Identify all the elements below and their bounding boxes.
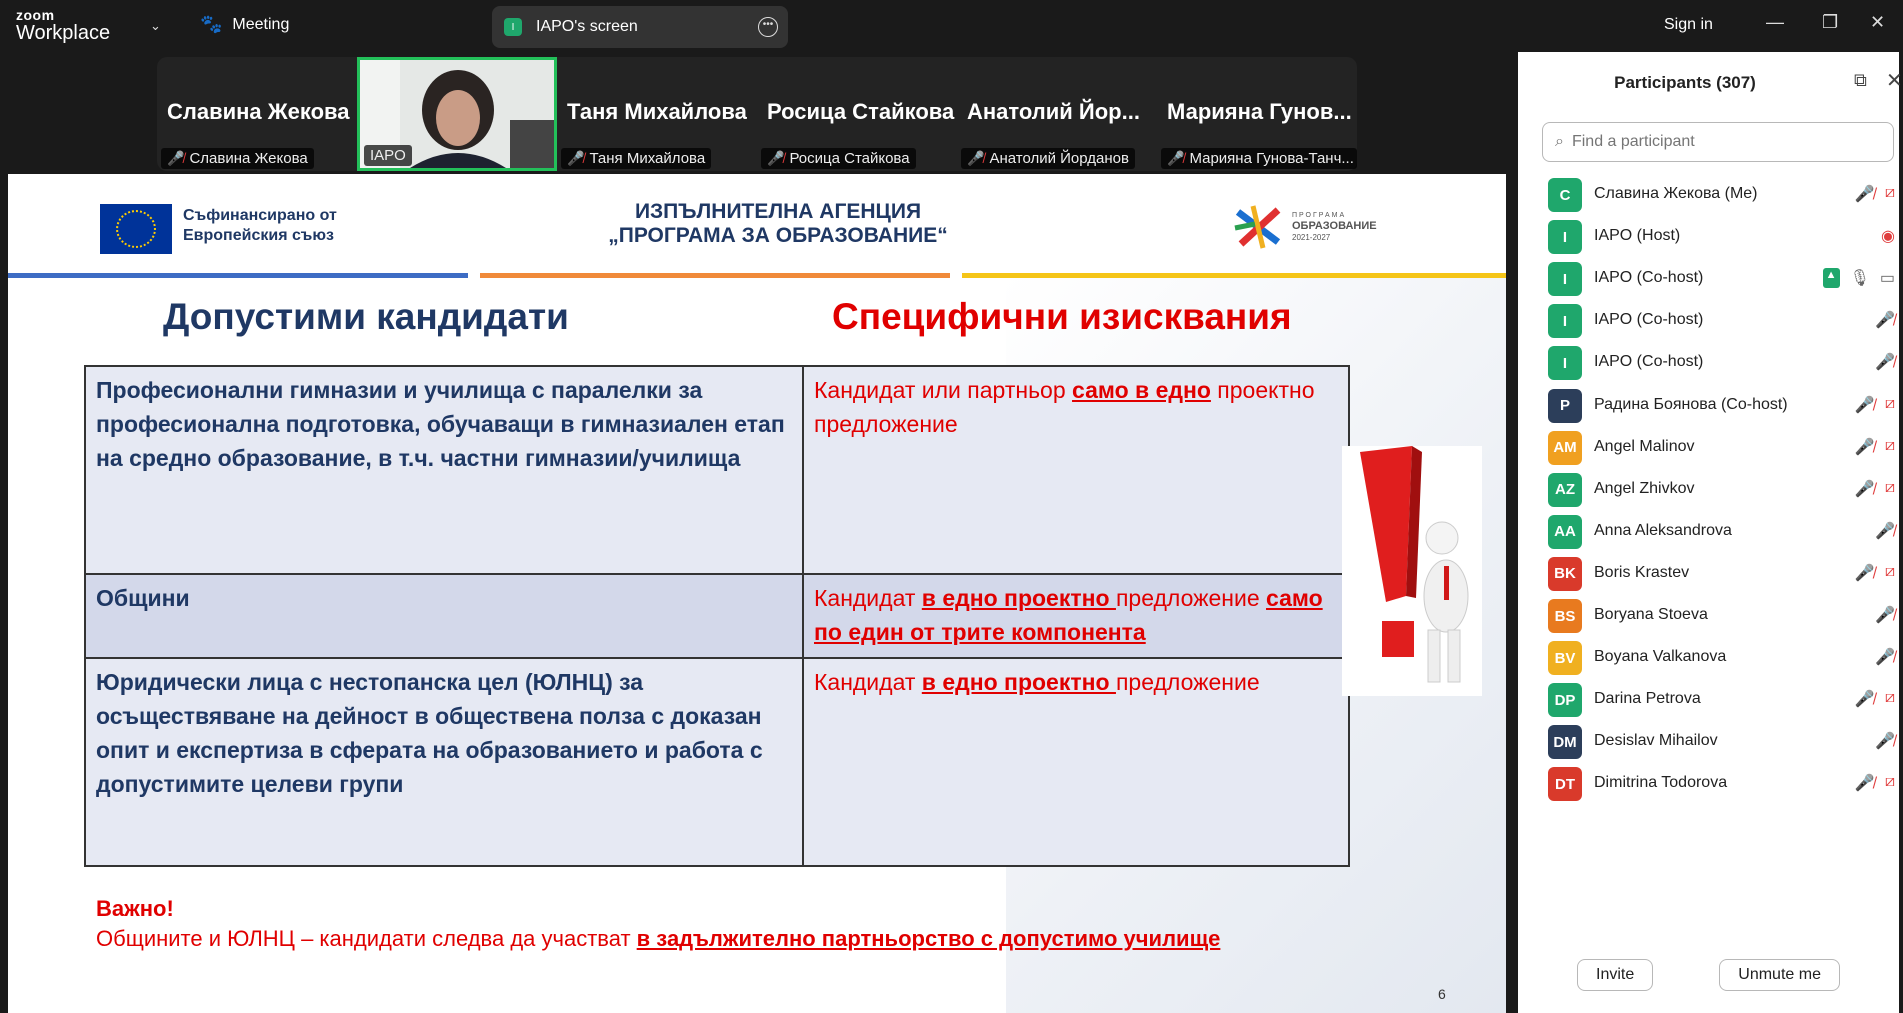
participant-name: Anna Aleksandrova <box>1594 521 1732 539</box>
avatar: BS <box>1548 599 1582 633</box>
video-tile[interactable] <box>557 57 755 171</box>
video-tile[interactable] <box>1157 57 1355 171</box>
agency-line2: „ПРОГРАМА ЗА ОБРАЗОВАНИЕ“ <box>608 224 948 247</box>
muted-mic-icon[interactable]: 🎤̸ <box>1854 396 1875 414</box>
unmute-me-button[interactable]: Unmute me <box>1719 959 1840 991</box>
req-emphasis: само в едно <box>1072 377 1211 403</box>
req-emphasis: в едно проектно <box>921 669 1116 695</box>
video-off-icon[interactable]: ⧄ <box>1884 773 1895 791</box>
avatar: BV <box>1548 641 1582 675</box>
tile-name-tag <box>561 148 711 169</box>
video-off-icon[interactable]: ⧄ <box>1884 394 1895 412</box>
eu-text-line2: Европейския съюз <box>183 227 334 244</box>
avatar: DT <box>1548 767 1582 801</box>
avatar: I <box>1548 220 1582 254</box>
shared-screen-pill[interactable] <box>492 6 788 48</box>
close-icon[interactable]: ✕ <box>1886 70 1903 92</box>
participant-list[interactable] <box>1518 170 1899 942</box>
participant-name: Angel Malinov <box>1594 437 1695 455</box>
video-off-icon[interactable]: ⧄ <box>1884 562 1895 580</box>
mic-icon[interactable]: 🎙 <box>1849 270 1870 288</box>
tile-tag-text: IAPO <box>370 147 406 164</box>
logo-workplace-text: Workplace <box>16 22 111 44</box>
important-title: Важно! <box>96 896 174 921</box>
meeting-icon: 🐾 <box>200 14 223 34</box>
video-tile[interactable] <box>757 57 955 171</box>
participant-name: Boris Krastev <box>1594 563 1690 581</box>
video-tile[interactable] <box>157 57 355 171</box>
tile-name-tag <box>1161 148 1357 169</box>
participant-name: Dimitrina Todorova <box>1594 774 1728 792</box>
participant-name: IAPO (Co-host) <box>1594 353 1704 371</box>
tile-tag-text: Марияна Гунова-Танч... <box>1189 150 1354 167</box>
more-options-icon[interactable]: ••• <box>758 17 778 37</box>
table-row <box>85 574 1349 658</box>
logo-zoom-text: zoom <box>16 7 55 23</box>
program-label: ПРОГРАМА <box>1292 212 1347 219</box>
requirement-cell <box>803 658 1349 866</box>
avatar: AA <box>1548 515 1582 549</box>
avatar: BK <box>1548 557 1582 591</box>
avatar: AZ <box>1548 473 1582 507</box>
tile-name-large: Таня Михайлова <box>567 99 747 124</box>
video-off-icon[interactable]: ⧄ <box>1884 436 1895 454</box>
meeting-menu-button[interactable] <box>200 14 289 35</box>
sharer-avatar: I <box>504 18 522 36</box>
tile-name-large: Славина Жекова <box>167 99 350 124</box>
program-education-logo <box>1233 202 1283 252</box>
program-logo-text <box>1292 210 1377 243</box>
chevron-down-icon[interactable]: ⌄ <box>150 18 161 33</box>
eu-text-line1: Съфинансирано от <box>183 207 337 224</box>
search-icon: ⌕ <box>1555 133 1564 150</box>
avatar: I <box>1548 304 1582 338</box>
zoom-workplace-logo[interactable] <box>16 8 110 43</box>
req-emphasis: в едно проектно <box>921 585 1116 611</box>
participant-status-icons <box>1855 395 1895 415</box>
sign-in-link[interactable]: Sign in <box>1664 16 1713 33</box>
participant-name: IAPO (Co-host) <box>1594 311 1704 329</box>
participant-name: Boryana Stoeva <box>1594 606 1708 623</box>
participant-status-icons <box>1855 437 1895 457</box>
avatar: I <box>1548 346 1582 380</box>
participant-status-icons <box>1855 773 1895 793</box>
participant-name: IAPO (Co-host) <box>1594 269 1704 287</box>
exclamation-figure-illustration <box>1342 446 1482 696</box>
muted-mic-icon[interactable]: 🎤̸ <box>1875 649 1895 667</box>
video-icon[interactable]: ▭ <box>1879 270 1895 288</box>
applicant-cell: Професионални гимназии и училища с паралелки за професионална подготовка, обучаващи в гимназиален етап на средно образование, в т.ч. частни гимназии/училища <box>85 366 803 574</box>
header-stripe-orange <box>480 273 950 278</box>
panel-footer <box>1518 959 1899 1013</box>
participant-status-icons <box>1875 647 1895 667</box>
avatar: P <box>1548 389 1582 423</box>
pop-out-icon[interactable]: ⧉ <box>1854 70 1867 90</box>
active-speaker-tile[interactable] <box>357 57 557 171</box>
muted-mic-icon[interactable]: 🎤̸ <box>1875 607 1895 624</box>
avatar: С <box>1548 178 1582 212</box>
header-stripe-yellow <box>962 273 1506 278</box>
top-bar <box>0 0 1899 52</box>
muted-mic-icon: 🎤̸ <box>167 150 185 166</box>
important-text: Общините и ЮЛНЦ – кандидати следва да участват <box>96 926 637 951</box>
participant-status-icons <box>1855 184 1895 204</box>
video-off-icon[interactable]: ⧄ <box>1884 689 1895 707</box>
participants-title: Participants (307) <box>1614 73 1756 92</box>
participant-status-icons <box>1875 521 1895 541</box>
muted-mic-icon[interactable]: 🎤̸ <box>1875 522 1895 540</box>
participant-status-icons <box>1875 310 1895 330</box>
applicant-cell: Общини <box>85 574 803 658</box>
eu-cofunded-text <box>183 206 337 246</box>
tile-name-tag <box>161 148 314 169</box>
participant-search[interactable] <box>1542 122 1894 162</box>
program-name: ОБРАЗОВАНИЕ <box>1292 220 1377 232</box>
muted-mic-icon: 🎤̸ <box>967 150 985 166</box>
shared-slide <box>8 174 1506 1013</box>
participant-name: IAPO (Host) <box>1594 227 1681 245</box>
tile-name-large: Росица Стайкова <box>767 99 955 124</box>
muted-mic-icon[interactable]: 🎤̸ <box>1854 480 1875 498</box>
slide-page-number: 6 <box>1438 986 1446 1002</box>
participant-row[interactable] <box>1518 759 1899 810</box>
video-thumbnail-strip <box>157 57 1357 171</box>
participant-status-icons <box>1881 226 1895 246</box>
participant-name: Angel Zhivkov <box>1594 479 1695 497</box>
avatar: I <box>1548 262 1582 296</box>
participant-status-icons <box>1875 352 1895 372</box>
tile-tag-text: Славина Жекова <box>189 150 308 167</box>
muted-mic-icon[interactable]: 🎤̸ <box>1875 312 1895 330</box>
tile-tag-text: Таня Михайлова <box>589 150 706 167</box>
video-tile[interactable] <box>957 57 1155 171</box>
invite-button[interactable]: Invite <box>1577 959 1653 991</box>
meeting-label: Meeting <box>232 15 290 33</box>
avatar: DM <box>1548 725 1582 759</box>
participants-panel <box>1518 52 1903 1013</box>
close-window-icon[interactable]: ✕ <box>1870 12 1886 32</box>
agency-line1: ИЗПЪЛНИТЕЛНА АГЕНЦИЯ <box>634 200 922 223</box>
video-off-icon[interactable]: ⧄ <box>1884 184 1895 201</box>
table-row <box>85 658 1349 866</box>
participant-name: Радина Боянова (Co-host) <box>1594 395 1788 413</box>
tile-name-tag <box>961 148 1135 169</box>
search-input[interactable] <box>1572 133 1872 151</box>
eu-flag-logo <box>100 204 172 254</box>
req-text: Кандидат <box>814 585 922 611</box>
muted-mic-icon: 🎤̸ <box>767 150 785 166</box>
heading-eligible-applicants: Допустими кандидати <box>163 296 569 337</box>
requirement-cell <box>803 366 1349 574</box>
participant-name: Славина Жекова (Me) <box>1594 185 1758 202</box>
participant-name: Darina Petrova <box>1594 690 1701 708</box>
requirement-cell <box>803 574 1349 658</box>
tile-name-large: Марияна Гунов... <box>1167 99 1352 124</box>
participant-name: Desislav Mihailov <box>1594 732 1718 750</box>
avatar: DP <box>1548 683 1582 717</box>
muted-mic-icon[interactable]: 🎤̸ <box>1854 438 1875 456</box>
req-text: предложение <box>1115 585 1267 611</box>
important-emphasis: в задължително партньорство с допустимо училище <box>636 926 1221 951</box>
avatar: AM <box>1548 431 1582 465</box>
recording-icon[interactable]: ◉ <box>1881 228 1895 246</box>
header-stripe-blue <box>8 273 468 278</box>
muted-mic-icon: 🎤̸ <box>1167 150 1185 166</box>
muted-mic-icon: 🎤̸ <box>567 150 585 166</box>
muted-mic-icon[interactable]: 🎤̸ <box>1875 354 1895 372</box>
req-text: предложение <box>1115 669 1260 695</box>
participant-status-icons <box>1855 479 1895 499</box>
participant-status-icons <box>1855 563 1895 583</box>
participant-status-icons <box>1823 268 1895 288</box>
muted-mic-icon[interactable]: 🎤̸ <box>1854 691 1875 709</box>
applicant-cell: Юридически лица с нестопанска цел (ЮЛНЦ) за осъществяване на дейност в обществена полза с доказан опит и експертиза в сферата на образованието и работа с допустимите целеви групи <box>85 658 803 866</box>
tile-tag-text: Росица Стайкова <box>789 150 910 167</box>
req-text: Кандидат или партньор <box>814 377 1073 403</box>
screen-share-icon[interactable]: ▲ <box>1823 268 1840 288</box>
heading-specific-requirements: Специфични изисквания <box>832 296 1292 337</box>
muted-mic-icon[interactable]: 🎤̸ <box>1854 564 1875 582</box>
req-text: проектно предложение <box>814 377 1315 437</box>
participant-status-icons <box>1855 689 1895 709</box>
restore-icon[interactable]: ❐ <box>1822 12 1839 32</box>
muted-mic-icon[interactable]: 🎤̸ <box>1854 775 1875 793</box>
important-note <box>96 926 1220 952</box>
agency-title <box>578 200 978 248</box>
tile-name-tag <box>761 148 916 169</box>
tile-tag-text: Анатолий Йорданов <box>989 150 1129 167</box>
req-emphasis: само по един от трите компонента <box>814 585 1323 645</box>
table-row <box>85 366 1349 574</box>
minimize-icon[interactable]: — <box>1766 12 1784 32</box>
program-years: 2021-2027 <box>1292 233 1331 242</box>
video-off-icon[interactable]: ⧄ <box>1884 478 1895 496</box>
tile-name-tag <box>364 145 412 166</box>
requirements-table <box>84 365 1350 867</box>
req-text: Кандидат <box>814 669 922 695</box>
tile-name-large: Анатолий Йор... <box>967 99 1140 124</box>
participant-status-icons <box>1875 731 1895 751</box>
muted-mic-icon[interactable]: 🎤̸ <box>1875 733 1895 751</box>
participant-status-icons <box>1875 605 1895 625</box>
participant-name: Boyana Valkanova <box>1594 648 1727 666</box>
shared-screen-label: IAPO's screen <box>536 18 638 35</box>
muted-mic-icon[interactable]: 🎤̸ <box>1854 186 1875 203</box>
